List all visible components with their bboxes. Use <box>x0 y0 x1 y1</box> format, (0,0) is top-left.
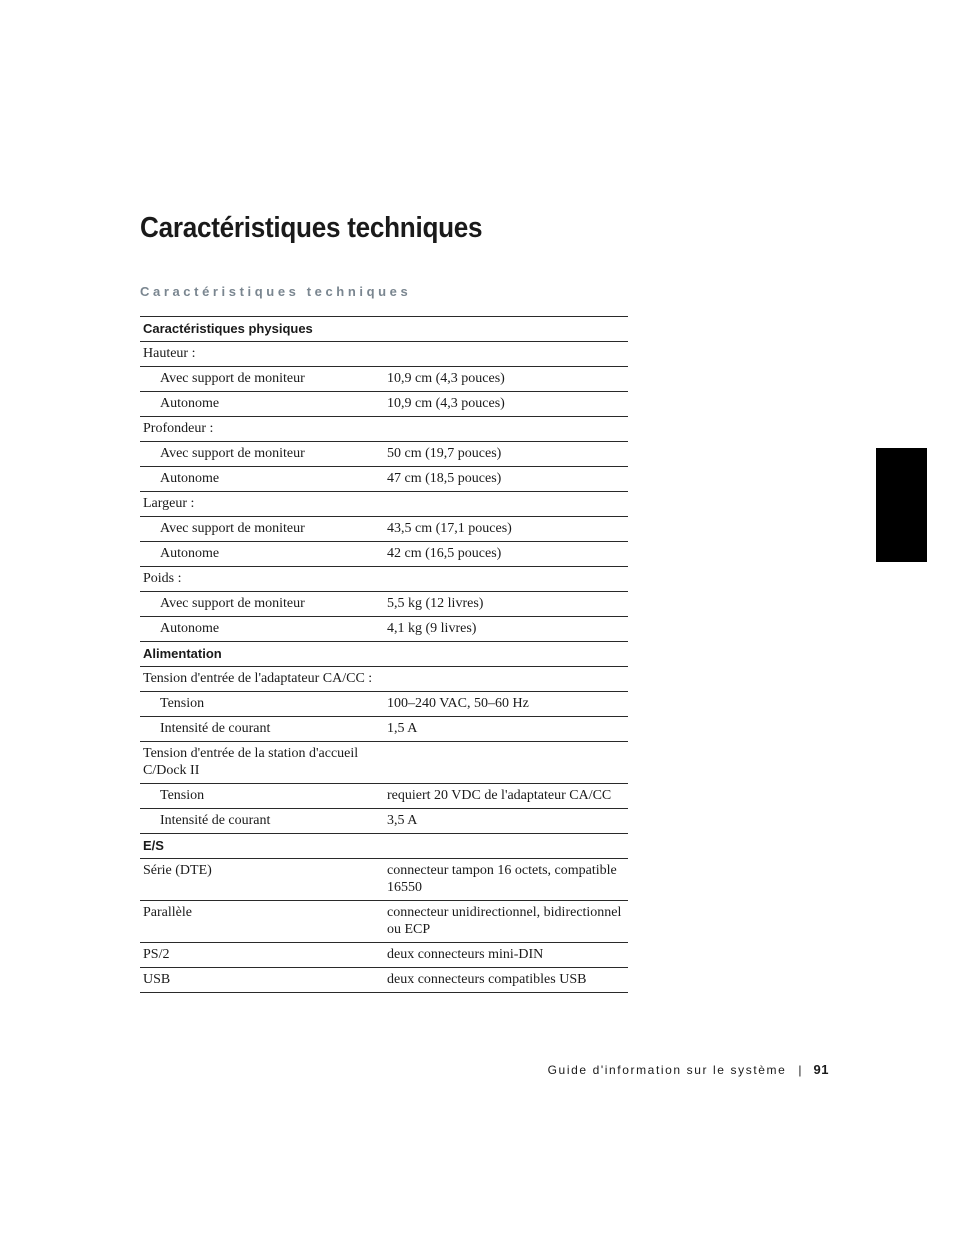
table-cell-value <box>384 492 628 517</box>
table-cell-value: 3,5 A <box>384 809 628 834</box>
table-cell-value: connecteur unidirectionnel, bidirectionnel ou ECP <box>384 901 628 943</box>
table-cell-value: 5,5 kg (12 livres) <box>384 592 628 617</box>
footer-guide-title: Guide d'information sur le système <box>547 1063 787 1077</box>
table-cell-label: Autonome <box>140 467 384 492</box>
table-cell-value: connecteur tampon 16 octets, compatible 16550 <box>384 859 628 901</box>
table-row <box>140 943 628 968</box>
table-cell-value: 1,5 A <box>384 717 628 742</box>
table-cell-label: USB <box>140 968 384 993</box>
table-cell-label: Avec support de moniteur <box>140 442 384 467</box>
page-title: Caractéristiques techniques <box>140 212 483 244</box>
table-row <box>140 392 628 417</box>
table-cell-label: Série (DTE) <box>140 859 384 901</box>
table-cell-value: 10,9 cm (4,3 pouces) <box>384 392 628 417</box>
table-cell-label: Avec support de moniteur <box>140 367 384 392</box>
table-cell-value: deux connecteurs compatibles USB <box>384 968 628 993</box>
table-cell-value <box>384 667 628 692</box>
table-cell-value: 4,1 kg (9 livres) <box>384 617 628 642</box>
specifications-table <box>140 316 628 993</box>
table-row <box>140 567 628 592</box>
table-cell-label: PS/2 <box>140 943 384 968</box>
table-cell-value <box>384 742 628 784</box>
table-cell-label: Avec support de moniteur <box>140 517 384 542</box>
table-cell-value <box>384 342 628 367</box>
table-cell-value: 100–240 VAC, 50–60 Hz <box>384 692 628 717</box>
table-cell-value: 42 cm (16,5 pouces) <box>384 542 628 567</box>
table-cell-value: deux connecteurs mini-DIN <box>384 943 628 968</box>
table-cell-label: Parallèle <box>140 901 384 943</box>
table-section-header-row <box>140 317 628 342</box>
section-subtitle: Caractéristiques techniques <box>140 284 412 299</box>
chapter-tab-marker <box>876 448 927 562</box>
table-cell-label: Autonome <box>140 542 384 567</box>
table-cell-label: Largeur : <box>140 492 384 517</box>
table-cell-label: Profondeur : <box>140 417 384 442</box>
table-row <box>140 784 628 809</box>
table-cell-value <box>384 417 628 442</box>
table-row <box>140 467 628 492</box>
page-number: 91 <box>813 1062 829 1077</box>
table-row <box>140 901 628 943</box>
table-cell-label: Poids : <box>140 567 384 592</box>
footer-separator: | <box>798 1063 802 1077</box>
table-cell-label: Hauteur : <box>140 342 384 367</box>
table-row <box>140 968 628 993</box>
table-cell-label: Tension d'entrée de la station d'accueil C/Dock II <box>140 742 384 784</box>
table-cell-label: Intensité de courant <box>140 717 384 742</box>
table-cell-value <box>384 567 628 592</box>
table-cell-value: 47 cm (18,5 pouces) <box>384 467 628 492</box>
page-footer <box>548 1062 829 1077</box>
table-section-header: E/S <box>140 834 628 859</box>
table-cell-label: Autonome <box>140 617 384 642</box>
table-cell-label: Tension <box>140 784 384 809</box>
table-cell-value: 10,9 cm (4,3 pouces) <box>384 367 628 392</box>
table-row <box>140 809 628 834</box>
table-section-header-row <box>140 642 628 667</box>
table-cell-label: Tension <box>140 692 384 717</box>
table-row <box>140 517 628 542</box>
table-section-header: Alimentation <box>140 642 628 667</box>
specifications-table-body <box>140 317 628 993</box>
table-row <box>140 342 628 367</box>
table-row <box>140 492 628 517</box>
table-row <box>140 692 628 717</box>
table-cell-value: requiert 20 VDC de l'adaptateur CA/CC <box>384 784 628 809</box>
table-row <box>140 859 628 901</box>
table-cell-value: 43,5 cm (17,1 pouces) <box>384 517 628 542</box>
table-row <box>140 717 628 742</box>
table-cell-label: Intensité de courant <box>140 809 384 834</box>
table-row <box>140 742 628 784</box>
table-row <box>140 592 628 617</box>
table-cell-label: Autonome <box>140 392 384 417</box>
table-row <box>140 617 628 642</box>
table-cell-value: 50 cm (19,7 pouces) <box>384 442 628 467</box>
table-row <box>140 542 628 567</box>
table-cell-label: Tension d'entrée de l'adaptateur CA/CC : <box>140 667 384 692</box>
table-row <box>140 367 628 392</box>
table-section-header: Caractéristiques physiques <box>140 317 628 342</box>
table-row <box>140 442 628 467</box>
table-section-header-row <box>140 834 628 859</box>
table-row <box>140 667 628 692</box>
table-row <box>140 417 628 442</box>
table-cell-label: Avec support de moniteur <box>140 592 384 617</box>
